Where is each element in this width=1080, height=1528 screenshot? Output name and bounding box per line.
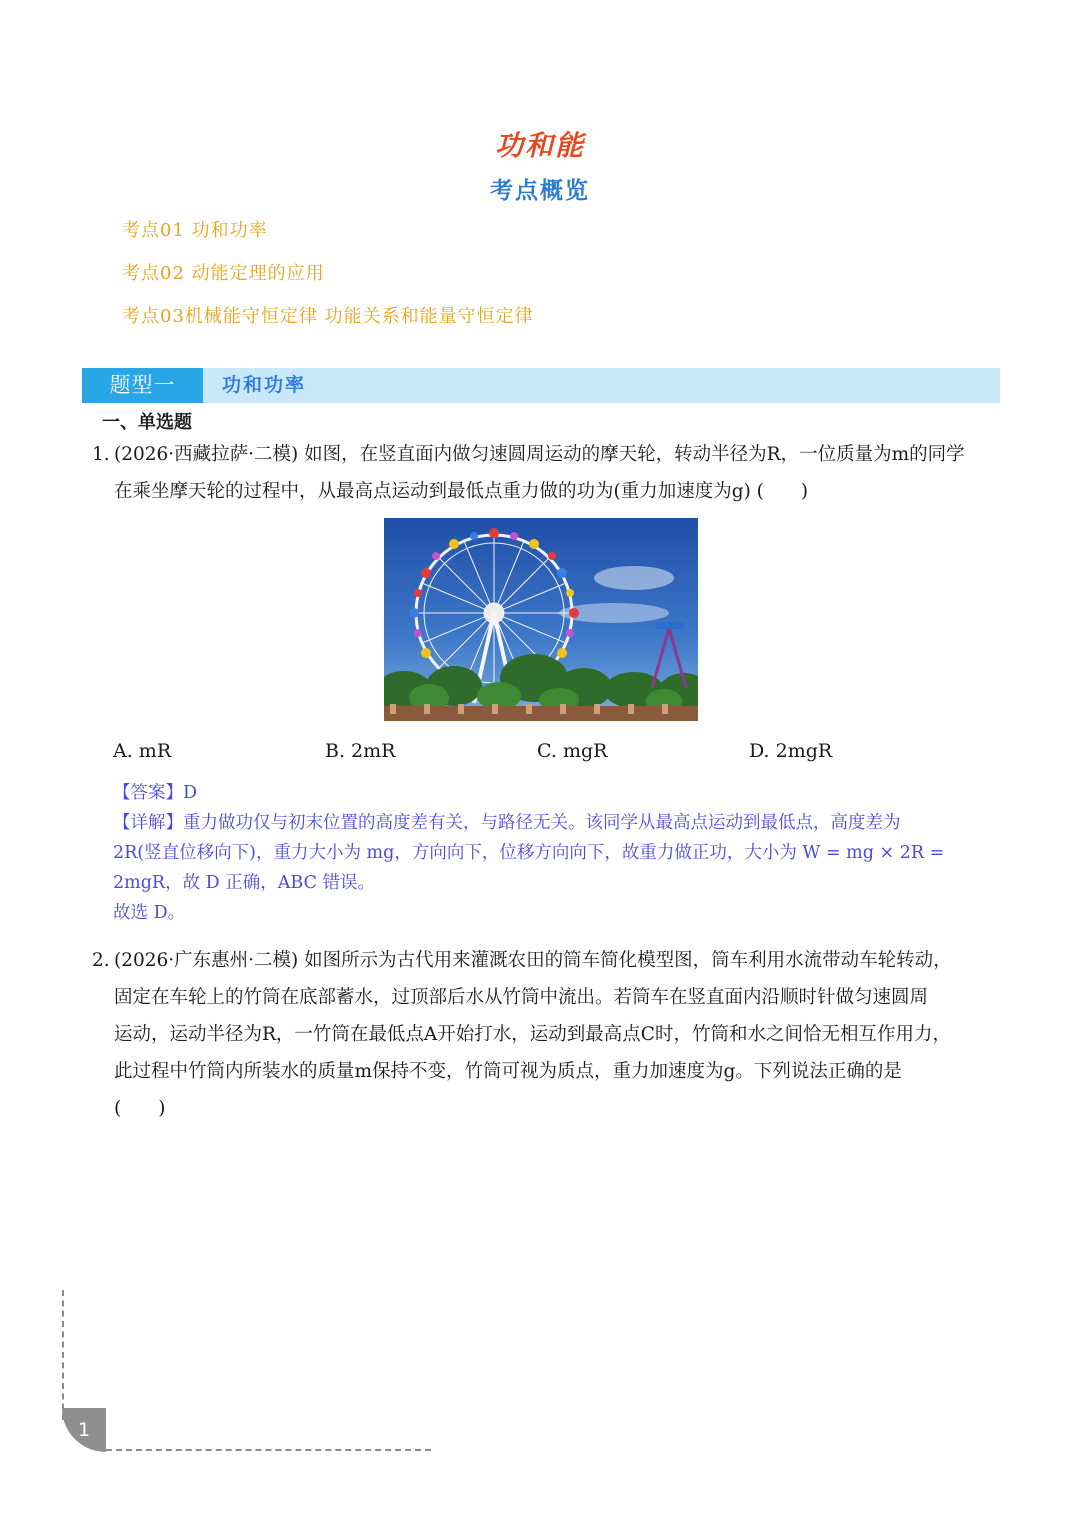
- explanation-line: 2mgR，故 D 正确，ABC 错误。: [113, 873, 376, 893]
- explanation-line: 2R(竖直位移向下)，重力大小为 mg，方向向下，位移方向向下，故重力做正功，大小为 W = mg × 2R =: [113, 843, 945, 863]
- question-number: 1.: [92, 444, 110, 465]
- explanation-line: 故选 D。: [113, 903, 186, 923]
- section-label: 一、单选题: [102, 412, 192, 433]
- kaodian-item-3: 考点03机械能守恒定律 功能关系和能量守恒定律: [122, 306, 534, 327]
- question-line: 固定在车轮上的竹筒在底部蓄水，过顶部后水从竹筒中流出。若筒车在竖直面内沿顺时针做匀速圆周: [114, 987, 929, 1008]
- question-type-banner: [82, 368, 1000, 403]
- option-d[interactable]: D. 2mgR: [749, 740, 833, 762]
- question-1: [92, 436, 1007, 510]
- page-decoration-horizontal: [106, 1449, 431, 1451]
- page-decoration-vertical: [62, 1290, 64, 1420]
- overview-heading: 考点概览: [490, 177, 590, 204]
- banner-title: 功和功率: [222, 374, 307, 396]
- question-2: [92, 942, 1007, 1127]
- option-b[interactable]: B. 2mR: [325, 740, 396, 762]
- option-c[interactable]: C. mgR: [537, 740, 608, 762]
- question-line: (2026·西藏拉萨·二模) 如图，在竖直面内做匀速圆周运动的摩天轮，转动半径为R，一位质量为m的同学: [114, 444, 965, 465]
- question-line: 运动，运动半径为R，一竹筒在最低点A开始打水，运动到最高点C时，竹筒和水之间恰无相互作用力，: [114, 1024, 951, 1045]
- question-line: 在乘坐摩天轮的过程中，从最高点运动到最低点重力做的功为(重力加速度为g) ( ): [114, 481, 809, 502]
- kaodian-item-2: 考点02 动能定理的应用: [122, 263, 325, 284]
- ferris-wheel-photo: [384, 518, 698, 721]
- question-line: (2026·广东惠州·二模) 如图所示为古代用来灌溉农田的筒车简化模型图，筒车利用水流带动车轮转动，: [114, 950, 952, 971]
- question-line: ( ): [114, 1098, 166, 1119]
- kaodian-item-1: 考点01 功和功率: [122, 220, 268, 241]
- banner-tag: 题型一: [82, 368, 203, 403]
- explanation-line: 【详解】重力做功仅与初末位置的高度差有关，与路径无关。该同学从最高点运动到最低点，高度差为: [113, 813, 901, 833]
- question-line: 此过程中竹筒内所装水的质量m保持不变，竹筒可视为质点，重力加速度为g。下列说法正确的是: [114, 1061, 902, 1082]
- page-number: 1: [62, 1408, 106, 1452]
- question-number: 2.: [92, 950, 110, 971]
- option-a[interactable]: A. mR: [113, 740, 172, 762]
- answer: 【答案】D: [113, 783, 198, 803]
- document-title: 功和能: [494, 129, 585, 162]
